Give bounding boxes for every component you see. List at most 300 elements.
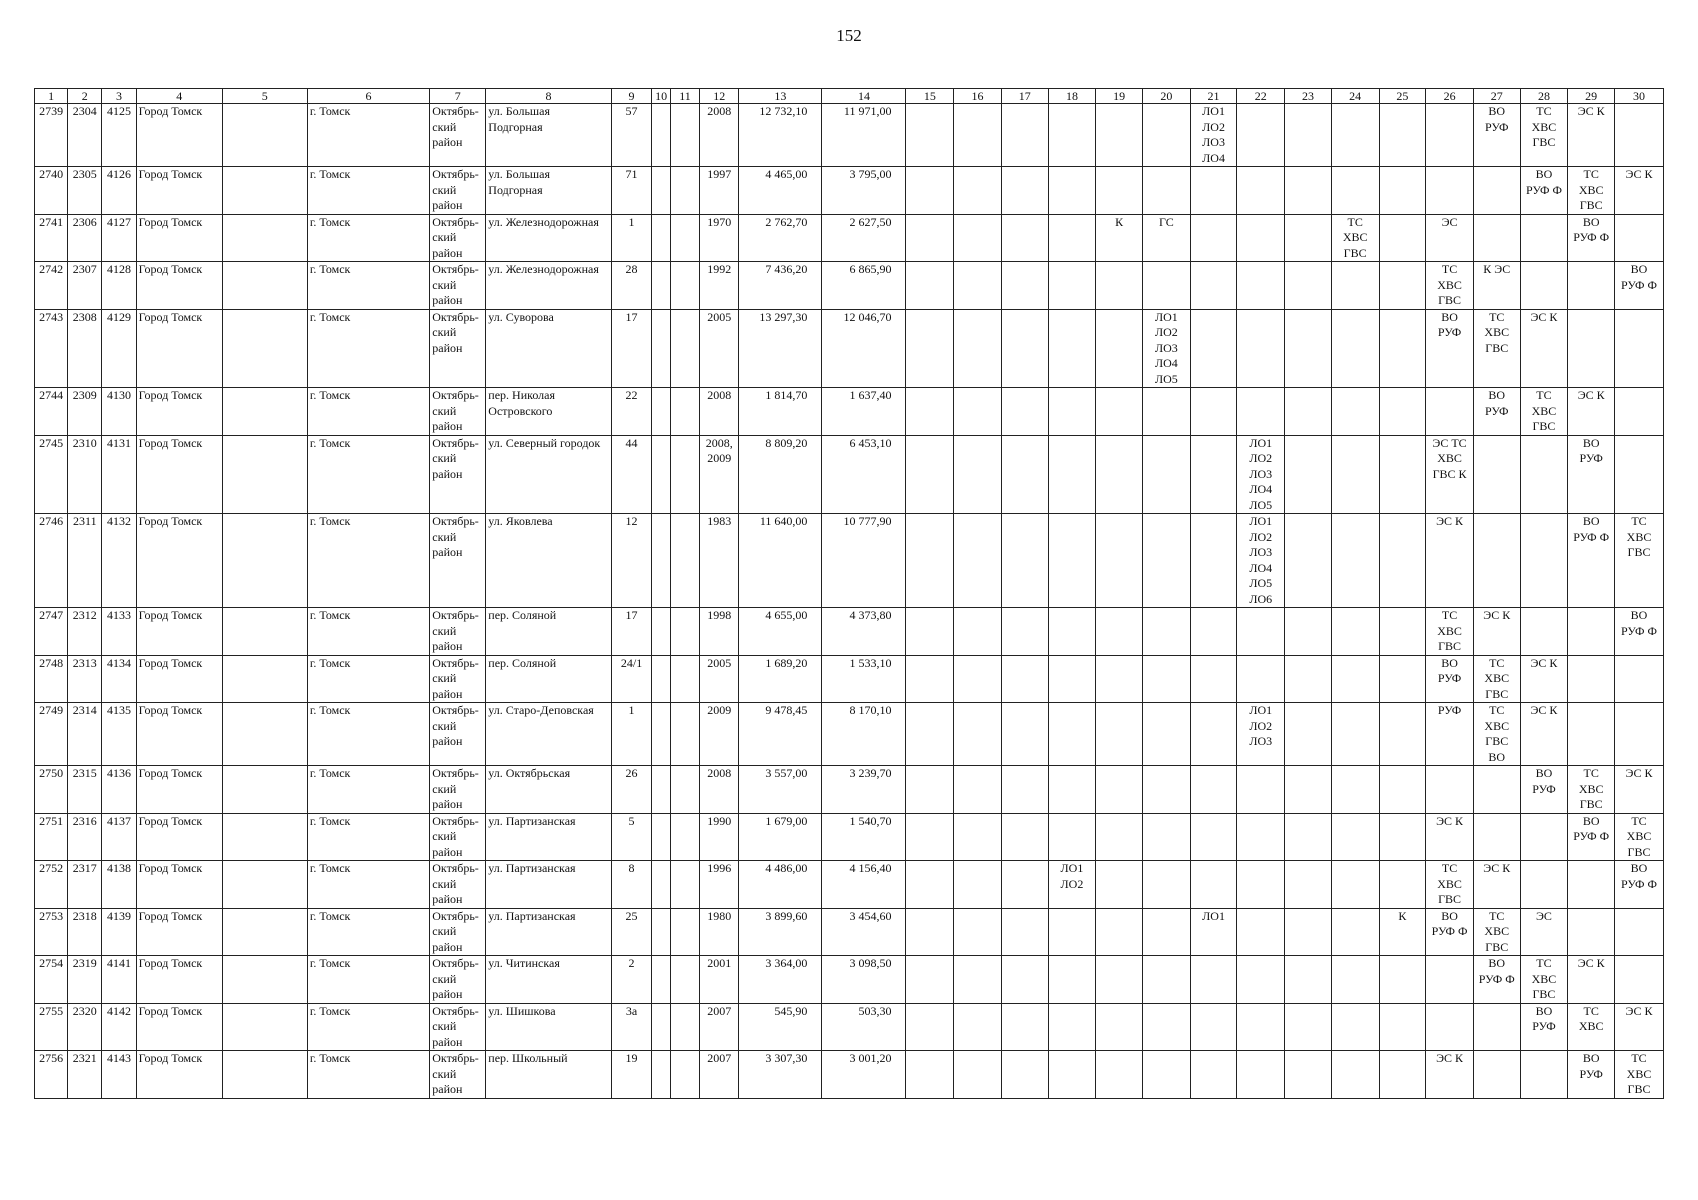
table-row: [35, 262, 1664, 310]
table-cell: [1001, 861, 1048, 909]
table-cell: [1237, 908, 1285, 956]
table-cell: [1520, 861, 1568, 909]
table-cell: [906, 388, 954, 436]
table-cell: [1001, 214, 1048, 262]
table-cell: Город Томск: [136, 435, 222, 514]
table-cell: [1615, 309, 1664, 388]
table-cell: [670, 514, 699, 608]
table-cell: г. Томск: [307, 309, 429, 388]
table-cell: [1048, 1003, 1096, 1051]
table-cell: [1379, 1003, 1426, 1051]
table-cell: 2 762,70: [739, 214, 822, 262]
table-cell: Город Томск: [136, 167, 222, 215]
table-cell: ТС ХВС ГВС: [1426, 608, 1474, 656]
table-cell: [1001, 655, 1048, 703]
table-cell: [652, 655, 671, 703]
table-cell: 12 732,10: [739, 104, 822, 167]
table-cell: [1142, 608, 1190, 656]
table-cell: ЛО1: [1190, 908, 1237, 956]
table-cell: 2: [611, 956, 651, 1004]
table-cell: [1001, 1003, 1048, 1051]
table-cell: г. Томск: [307, 1003, 429, 1051]
table-cell: 8 809,20: [739, 435, 822, 514]
table-cell: [1001, 104, 1048, 167]
table-cell: 2312: [68, 608, 102, 656]
table-cell: 2007: [700, 1003, 739, 1051]
table-cell: 4138: [102, 861, 136, 909]
table-cell: 5: [611, 813, 651, 861]
table-cell: 2752: [35, 861, 68, 909]
table-cell: [1048, 104, 1096, 167]
table-cell: [222, 908, 307, 956]
table-cell: [670, 1003, 699, 1051]
table-cell: [1615, 703, 1664, 766]
table-cell: [1237, 388, 1285, 436]
table-cell: [1048, 1051, 1096, 1099]
table-cell: [1001, 608, 1048, 656]
table-cell: 2315: [68, 766, 102, 814]
table-cell: 19: [611, 1051, 651, 1099]
table-cell: [1379, 214, 1426, 262]
table-cell: [1142, 514, 1190, 608]
column-header: 21: [1190, 89, 1237, 104]
table-cell: [670, 262, 699, 310]
table-cell: [954, 262, 1002, 310]
table-cell: [1379, 435, 1426, 514]
column-header: 25: [1379, 89, 1426, 104]
table-cell: 26: [611, 766, 651, 814]
table-cell: 2307: [68, 262, 102, 310]
table-cell: ТС ХВС ГВС: [1520, 956, 1568, 1004]
table-cell: 545,90: [739, 1003, 822, 1051]
table-cell: ЭС К: [1568, 388, 1615, 436]
table-cell: [1096, 435, 1143, 514]
table-cell: [222, 813, 307, 861]
table-cell: [1237, 309, 1285, 388]
table-cell: [1237, 1051, 1285, 1099]
table-cell: Город Томск: [136, 766, 222, 814]
table-cell: 22: [611, 388, 651, 436]
table-cell: [954, 514, 1002, 608]
table-cell: ВО РУФ Ф: [1520, 167, 1568, 215]
table-cell: [670, 956, 699, 1004]
table-cell: 2005: [700, 309, 739, 388]
table-cell: [1285, 655, 1332, 703]
table-cell: Октябрь- ский район: [430, 766, 486, 814]
table-cell: [1285, 703, 1332, 766]
table-cell: [1001, 703, 1048, 766]
table-cell: [1001, 514, 1048, 608]
table-cell: ВО РУФ: [1568, 1051, 1615, 1099]
table-cell: 2306: [68, 214, 102, 262]
table-cell: Октябрь- ский район: [430, 167, 486, 215]
table-cell: 2313: [68, 655, 102, 703]
table-cell: ТС ХВС ГВС: [1615, 514, 1664, 608]
table-cell: ЭС К: [1473, 608, 1520, 656]
column-header: 1: [35, 89, 68, 104]
table-cell: [1096, 309, 1143, 388]
table-cell: пер. Николая Островского: [486, 388, 612, 436]
table-cell: 8 170,10: [822, 703, 906, 766]
table-cell: [652, 766, 671, 814]
table-cell: [1379, 766, 1426, 814]
table-cell: ТС ХВС ГВС: [1473, 309, 1520, 388]
table-cell: [1142, 435, 1190, 514]
table-cell: 57: [611, 104, 651, 167]
table-cell: 4 655,00: [739, 608, 822, 656]
column-header: 14: [822, 89, 906, 104]
table-cell: [1615, 435, 1664, 514]
column-header: 23: [1285, 89, 1332, 104]
table-cell: [1096, 608, 1143, 656]
table-cell: Город Томск: [136, 262, 222, 310]
table-cell: 17: [611, 309, 651, 388]
table-cell: [1237, 766, 1285, 814]
table-cell: 2314: [68, 703, 102, 766]
table-cell: 4129: [102, 309, 136, 388]
table-cell: 4141: [102, 956, 136, 1004]
table-cell: ВО РУФ Ф: [1426, 908, 1474, 956]
table-cell: 28: [611, 262, 651, 310]
table-cell: 4 373,80: [822, 608, 906, 656]
table-cell: [1048, 956, 1096, 1004]
table-cell: Город Томск: [136, 214, 222, 262]
table-cell: [1520, 514, 1568, 608]
table-cell: Город Томск: [136, 309, 222, 388]
table-cell: ГС: [1142, 214, 1190, 262]
table-cell: 6 453,10: [822, 435, 906, 514]
table-cell: [1331, 861, 1379, 909]
table-cell: [1001, 956, 1048, 1004]
table-cell: ЭС К: [1426, 514, 1474, 608]
column-header: 22: [1237, 89, 1285, 104]
table-cell: [1096, 861, 1143, 909]
table-cell: пер. Соляной: [486, 655, 612, 703]
table-cell: [954, 435, 1002, 514]
table-cell: 4136: [102, 766, 136, 814]
column-header: 20: [1142, 89, 1190, 104]
table-cell: [1568, 703, 1615, 766]
column-header: 5: [222, 89, 307, 104]
column-header: 26: [1426, 89, 1474, 104]
table-cell: ТС ХВС ГВС ВО: [1473, 703, 1520, 766]
table-cell: [670, 813, 699, 861]
table-cell: Октябрь- ский район: [430, 388, 486, 436]
table-cell: [652, 1003, 671, 1051]
table-cell: ВО РУФ: [1426, 309, 1474, 388]
table-cell: [954, 167, 1002, 215]
table-cell: [1331, 908, 1379, 956]
table-cell: [1331, 388, 1379, 436]
table-cell: 1 540,70: [822, 813, 906, 861]
table-cell: [222, 766, 307, 814]
table-cell: [652, 388, 671, 436]
table-cell: [652, 104, 671, 167]
column-header: 4: [136, 89, 222, 104]
table-cell: [954, 908, 1002, 956]
table-cell: ТС ХВС: [1568, 1003, 1615, 1051]
table-cell: 2753: [35, 908, 68, 956]
table-cell: г. Томск: [307, 214, 429, 262]
table-cell: [1520, 1051, 1568, 1099]
table-cell: 2319: [68, 956, 102, 1004]
table-cell: [652, 514, 671, 608]
table-cell: 2316: [68, 813, 102, 861]
column-header: 8: [486, 89, 612, 104]
table-cell: 2743: [35, 309, 68, 388]
table-cell: ЭС К: [1473, 861, 1520, 909]
table-cell: г. Томск: [307, 1051, 429, 1099]
table-cell: Город Томск: [136, 813, 222, 861]
table-cell: 1970: [700, 214, 739, 262]
table-cell: ЛО1 ЛО2 ЛО3 ЛО4 ЛО5: [1142, 309, 1190, 388]
table-cell: [1096, 1051, 1143, 1099]
table-cell: ВО РУФ: [1568, 435, 1615, 514]
table-cell: 71: [611, 167, 651, 215]
table-cell: [1096, 514, 1143, 608]
table-cell: [954, 861, 1002, 909]
table-cell: [1331, 608, 1379, 656]
table-cell: 3 307,30: [739, 1051, 822, 1099]
table-cell: 1983: [700, 514, 739, 608]
table-cell: [1426, 104, 1474, 167]
table-cell: [1285, 608, 1332, 656]
table-cell: [652, 861, 671, 909]
table-cell: 2747: [35, 608, 68, 656]
table-cell: 2008: [700, 766, 739, 814]
table-row: [35, 908, 1664, 956]
table-cell: [1331, 167, 1379, 215]
table-cell: [1096, 908, 1143, 956]
table-cell: 2318: [68, 908, 102, 956]
table-cell: Город Томск: [136, 1003, 222, 1051]
table-cell: [1285, 813, 1332, 861]
column-header: 2: [68, 89, 102, 104]
table-cell: 503,30: [822, 1003, 906, 1051]
table-cell: ЭС К: [1615, 766, 1664, 814]
table-cell: [652, 908, 671, 956]
table-cell: [906, 861, 954, 909]
table-cell: [1190, 214, 1237, 262]
table-cell: [1285, 167, 1332, 215]
table-cell: ВО РУФ: [1473, 104, 1520, 167]
column-header: 13: [739, 89, 822, 104]
table-cell: ЛО1 ЛО2 ЛО3: [1237, 703, 1285, 766]
table-cell: [1237, 956, 1285, 1004]
table-cell: 4 465,00: [739, 167, 822, 215]
table-cell: К ЭС: [1473, 262, 1520, 310]
table-cell: [906, 309, 954, 388]
table-cell: Октябрь- ский район: [430, 1003, 486, 1051]
table-cell: [1331, 655, 1379, 703]
table-cell: [222, 167, 307, 215]
table-cell: Октябрь- ский район: [430, 956, 486, 1004]
table-cell: ЭС: [1426, 214, 1474, 262]
table-cell: 24/1: [611, 655, 651, 703]
table-cell: 1992: [700, 262, 739, 310]
table-cell: 1 814,70: [739, 388, 822, 436]
table-cell: [954, 703, 1002, 766]
table-cell: 17: [611, 608, 651, 656]
table-cell: [1237, 861, 1285, 909]
table-cell: [1615, 956, 1664, 1004]
table-cell: 9 478,45: [739, 703, 822, 766]
table-cell: 2310: [68, 435, 102, 514]
table-cell: [1096, 655, 1143, 703]
table-cell: 1 533,10: [822, 655, 906, 703]
table-cell: [1331, 703, 1379, 766]
table-cell: ЭС К: [1615, 167, 1664, 215]
column-header: 24: [1331, 89, 1379, 104]
table-row: [35, 1003, 1664, 1051]
table-cell: [1285, 861, 1332, 909]
table-cell: [1331, 1051, 1379, 1099]
table-cell: 3 795,00: [822, 167, 906, 215]
table-cell: г. Томск: [307, 388, 429, 436]
table-row: [35, 813, 1664, 861]
table-cell: [1379, 309, 1426, 388]
table-cell: [1190, 703, 1237, 766]
table-cell: [906, 813, 954, 861]
table-cell: 11 640,00: [739, 514, 822, 608]
table-cell: [1048, 262, 1096, 310]
table-cell: [222, 214, 307, 262]
table-cell: К: [1096, 214, 1143, 262]
table-cell: [1237, 104, 1285, 167]
table-cell: [1190, 766, 1237, 814]
table-cell: [1096, 813, 1143, 861]
table-cell: г. Томск: [307, 813, 429, 861]
column-header: 10: [652, 89, 671, 104]
table-cell: [1379, 262, 1426, 310]
table-cell: [1001, 1051, 1048, 1099]
table-cell: 7 436,20: [739, 262, 822, 310]
table-cell: [1568, 655, 1615, 703]
table-cell: Город Томск: [136, 608, 222, 656]
column-header: 28: [1520, 89, 1568, 104]
table-cell: 2308: [68, 309, 102, 388]
table-cell: 4139: [102, 908, 136, 956]
table-cell: [1001, 167, 1048, 215]
table-cell: [1379, 1051, 1426, 1099]
table-cell: 11 971,00: [822, 104, 906, 167]
table-cell: [1379, 956, 1426, 1004]
table-cell: Октябрь- ский район: [430, 262, 486, 310]
table-cell: Октябрь- ский район: [430, 655, 486, 703]
table-cell: 2755: [35, 1003, 68, 1051]
table-cell: ЛО1 ЛО2 ЛО3 ЛО4: [1190, 104, 1237, 167]
table-cell: ТС ХВС ГВС: [1426, 861, 1474, 909]
table-cell: [1096, 262, 1143, 310]
table-cell: [222, 861, 307, 909]
table-cell: Октябрь- ский район: [430, 813, 486, 861]
table-cell: [670, 908, 699, 956]
table-cell: К: [1379, 908, 1426, 956]
table-cell: [906, 1003, 954, 1051]
table-cell: [1473, 435, 1520, 514]
table-cell: [1615, 655, 1664, 703]
table-cell: [1285, 1003, 1332, 1051]
table-cell: [1285, 104, 1332, 167]
table-cell: [1473, 1051, 1520, 1099]
table-cell: [906, 435, 954, 514]
table-cell: [906, 167, 954, 215]
table-cell: [1048, 435, 1096, 514]
table-cell: ЭС К: [1615, 1003, 1664, 1051]
table-cell: [1048, 608, 1096, 656]
table-cell: [954, 104, 1002, 167]
table-cell: [652, 703, 671, 766]
table-cell: [1473, 1003, 1520, 1051]
table-cell: [1142, 388, 1190, 436]
table-cell: 4130: [102, 388, 136, 436]
table-cell: [670, 309, 699, 388]
table-row: [35, 703, 1664, 766]
table-cell: [1285, 435, 1332, 514]
table-cell: [1379, 388, 1426, 436]
table-cell: [1096, 1003, 1143, 1051]
table-cell: г. Томск: [307, 262, 429, 310]
column-header: 17: [1001, 89, 1048, 104]
table-cell: [1237, 214, 1285, 262]
table-cell: 4135: [102, 703, 136, 766]
table-cell: г. Томск: [307, 435, 429, 514]
table-cell: [1568, 861, 1615, 909]
table-cell: [222, 104, 307, 167]
table-cell: [1285, 514, 1332, 608]
table-cell: ул. Железнодорожная: [486, 262, 612, 310]
table-cell: [1142, 1003, 1190, 1051]
table-cell: [1520, 435, 1568, 514]
table-cell: [1096, 104, 1143, 167]
table-cell: 44: [611, 435, 651, 514]
table-cell: [222, 514, 307, 608]
table-cell: [1568, 908, 1615, 956]
table-cell: [1473, 514, 1520, 608]
table-cell: 2 627,50: [822, 214, 906, 262]
table-cell: 6 865,90: [822, 262, 906, 310]
table-cell: [1190, 1051, 1237, 1099]
column-header: 16: [954, 89, 1002, 104]
table-cell: ВО РУФ Ф: [1615, 861, 1664, 909]
table-cell: Октябрь- ский район: [430, 861, 486, 909]
table-cell: [222, 703, 307, 766]
table-cell: Октябрь- ский район: [430, 703, 486, 766]
table-cell: Город Томск: [136, 388, 222, 436]
column-header: 18: [1048, 89, 1096, 104]
table-cell: [1473, 214, 1520, 262]
column-header: 30: [1615, 89, 1664, 104]
table-cell: 4126: [102, 167, 136, 215]
table-cell: [1142, 766, 1190, 814]
table-cell: [1426, 1003, 1474, 1051]
table-cell: 2739: [35, 104, 68, 167]
table-cell: [906, 608, 954, 656]
table-cell: г. Томск: [307, 608, 429, 656]
table-cell: [1615, 104, 1664, 167]
table-cell: [906, 262, 954, 310]
table-cell: [1190, 608, 1237, 656]
table-cell: [670, 861, 699, 909]
table-cell: [1142, 104, 1190, 167]
table-cell: [1285, 262, 1332, 310]
table-cell: ЭС К: [1520, 655, 1568, 703]
table-cell: [1568, 309, 1615, 388]
table-cell: [1237, 813, 1285, 861]
table-cell: г. Томск: [307, 956, 429, 1004]
table-cell: 4131: [102, 435, 136, 514]
table-cell: [670, 167, 699, 215]
